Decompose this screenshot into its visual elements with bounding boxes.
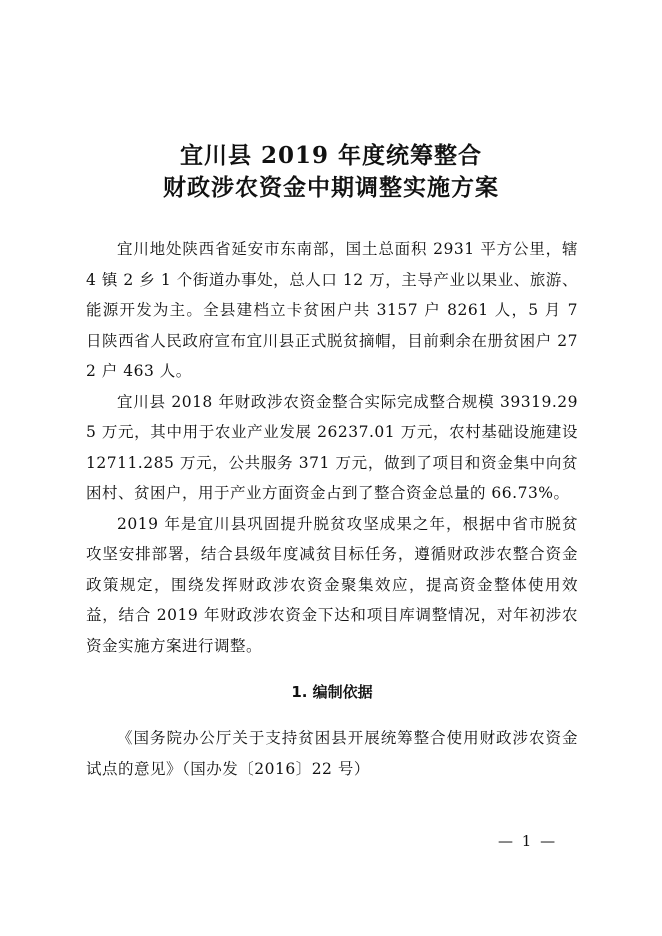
document-body xyxy=(86,234,578,784)
paragraph-basis-document: 《国务院办公厅关于支持贫困县开展统筹整合使用财政涉农资金试点的意见》（国办发〔2016〕22 号） xyxy=(86,729,578,778)
paragraph-overview: 宜川地处陕西省延安市东南部，国土总面积 2931 平方公里，辖 4 镇 2 乡 1 个街道办事处，总人口 12 万，主导产业以果业、旅游、能源开发为主。全县建档立卡贫困户共 3157 户 8261 人，5 月 7 日陕西省人民政府宣布宜川县正式脱贫摘帽，目前剩余在册贫困户 272 户 463 人。 xyxy=(86,240,578,380)
page-number: — 1 — xyxy=(498,832,558,850)
document-title xyxy=(0,140,662,204)
paragraph-2019-plan: 2019 年是宜川县巩固提升脱贫攻坚成果之年，根据中省市脱贫攻坚安排部署，结合县级年度减贫目标任务，遵循财政涉农整合资金政策规定，围绕发挥财政涉农资金聚集效应，提高资金整体使用效益，结合 2019 年财政涉农资金下达和项目库调整情况，对年初涉农资金实施方案进行调整。 xyxy=(86,514,578,655)
title-line-1: 宜川县 2019 年度统筹整合 xyxy=(179,142,483,169)
title-line-2: 财政涉农资金中期调整实施方案 xyxy=(163,174,499,201)
section-heading-basis: 1. 编制依据 xyxy=(291,683,373,701)
paragraph-2018-funds: 宜川县 2018 年财政涉农资金整合实际完成整合规模 39319.295 万元，其中用于农业产业发展 26237.01 万元，农村基础设施建设 12711.285 万元，公共服务 371 万元，做到了项目和资金集中向贫困村、贫困户，用于产业方面资金占到了整合资金总量的 66.73%。 xyxy=(86,392,578,502)
